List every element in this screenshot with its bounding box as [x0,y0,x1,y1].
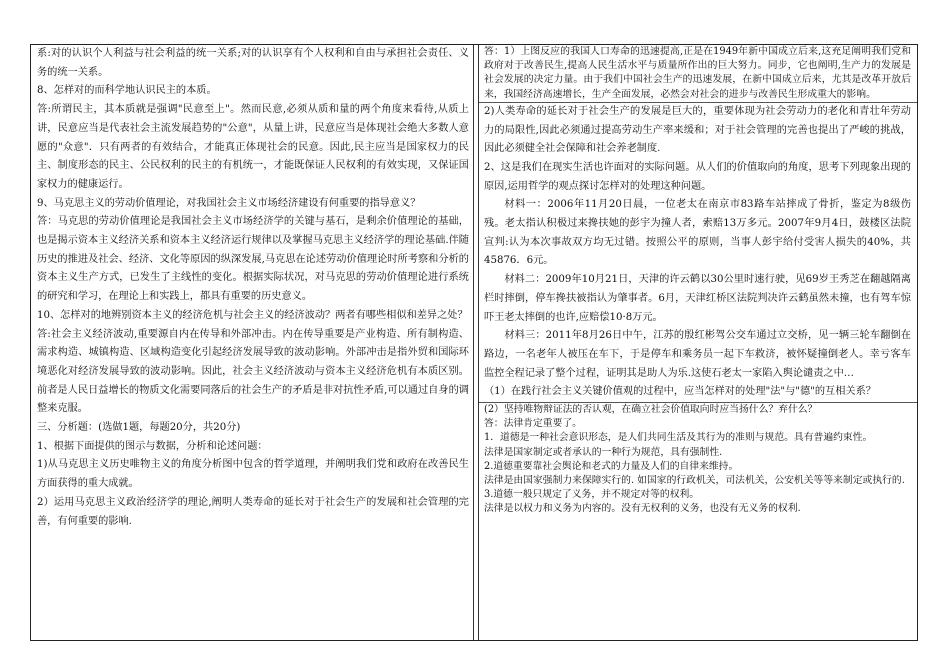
law-morality-answer-block [479,403,917,517]
right-bottom-paragraph-7: 3.道德一般只规定了义务，并不规定对等的权利。 [484,489,700,501]
document-sheet [30,44,918,641]
left-paragraph-4: 9、马克思主义的劳动价值理论，对我国社会主义市场经济建设有何重要的指导意义？ [37,197,421,209]
right-bottom-paragraph-2: 答：法律肯定重要了。 [484,418,582,430]
right-bottom-paragraph-5: 2.道德重要靠社会舆论和老式的力量及人们的自律来维持。 [484,460,739,472]
right-bottom-paragraph-4: 法律是国家制定或者承认的一种行为规范，具有强制性. [484,446,723,458]
answer-block-life-expectancy [479,45,917,102]
right-column [479,45,917,640]
right-bottom-paragraph-8: 法律是以权力和义务为内容的。没有无权利的义务，也没有无义务的权利. [484,503,801,515]
right-bottom-paragraph-6: 法律是由国家强制力来保障实行的. 如国家的行政机关，司法机关，公安机关等等来制定或执行的. [484,475,905,487]
right-paragraph-6: （1）在践行社会主义关键价值观的过程中，应当怎样对的处理"法"与"德"的互相关系？ [484,386,876,398]
right-top-paragraph-1: 答：1）上图反应的我国人口寿命的迅速提高,正是在1949年新中国成立后来,这充足阐明我们党和政府对于改善民生,提高人民生活水平与质量所作出的巨大努力。同步，它也阐明,生产力的发展是社会发展的决定力量。由于我们中国社会生产的迅速发展，在新中国成立后来，尤其是改革开放后来，我国经济高速增长，生产全面发展，必然会对社会的进步与改善民生形成重大的影响。 [484,46,911,100]
right-bottom-paragraph-3: 1．道德是一种社会意识形态，是人们共同生活及其行为的准则与规范。具有普遍约束性。 [484,432,873,444]
left-paragraph-11: 2）运用马克思主义政治经济学的理论,阐明人类寿命的延长对于社会生产的发展和社会管理的完善，有何重要的影响. [37,496,469,527]
left-paragraph-5: 答：马克思的劳动价值理论是我国社会主义市场经济学的关键与基石，是剩余价值理论的基础，也是揭示资本主义经济关系和资本主义经济运行规律以及掌握马克思主义经济学的理论基础.伴随历史的推进及社会、经济、文化等原因的纵深发展,马克思在论述劳动价值理论时所考察和分析的资本主义生产方式，已发生了主线性的变化。根据实际状况，对马克思的劳动价值理论进行系统的研究和学习，在理论上和实践上，都具有重要的历史意义。 [37,216,469,303]
analysis-block [479,103,917,402]
right-paragraph-4: 材料二：2009年10月21日，天津的许云鹤以30公里时速行驶，见69岁王秀芝在翻越隔离栏时摔倒，停车搀扶被指认为肇事者。6月，天津红桥区法院判决许云鹤虽然未撞，也有驾车惊吓王老太摔倒的也许,应赔偿10·8万元。 [484,274,911,323]
right-bottom-paragraph-1: (2）坚持唯物辩证法的否认观，在确立社会价值取向时应当扬什么？弃什么？ [484,404,818,416]
right-paragraph-1: 2)人类寿命的延长对于社会生产的发展是巨大的，重要体现为社会劳动力的老化和青壮年劳动力的局限性,因此必须通过提高劳动生产率来缓和；对于社会管理的完善也提出了严峻的挑战，因此必须健全社会保障和社会养老制度. [484,105,911,155]
left-paragraph-9: 1、根据下面提供的图示与数据，分析和论述问题： [37,440,268,452]
left-paragraph-3: 答:所谓民主，其本质就是强调"民意至上"。然而民意,必须从质和量的两个角度来看待,从质上讲，民意应当是代表社会主流发展趋势的"公意"，从量上讲，民意应当是体现社会绝大多数人意愿的"众意"．只有两者的有效结合，才能真正体现社会的民意。因此,民主应当是国家权力的民主、制度形态的民主、公民权利的民主的有机统一，才能既保证人民权利的有效实现，又保证国家权力的健康运行。 [37,104,469,190]
right-paragraph-2: 2、这是我们在现实生活也许面对的实际问题。从人们的价值取向的角度，思考下列现象出现的原因,运用哲学的观点探讨怎样对的处理这种问题。 [484,161,911,192]
left-paragraph-8: 三、分析题：(选做1题，每题20分，共20分) [37,422,241,434]
right-paragraph-3: 材料一：2006年11月20日晨，一位老太在南京市83路车站摔成了骨折，鉴定为8级伤残。老太指认积极过来搀扶她的彭宇为撞人者，索赔13万多元。2007年9月4日，鼓楼区法院宣判:认为本次事故双方均无过错。按照公平的原则，当事人彭宇给付受害人损失的40%，共45876．6元。 [484,199,911,267]
left-paragraph-7: 答:社会主义经济波动,重要源自内在传导和外部冲击。内在传导重要是产业构造、所有制构造、需求构造、城镇构造、区域构造变化引起经济发展导致的波动影响。外部冲击是指外贸和国际环境恶化对经济发展导致的波动影响。因此，社会主义经济波动与资本主义经济危机有本质区别。前者是人民日益增长的物质文化需要同落后的社会生产的矛盾是非对抗性矛盾,可以通过自身的调整来克服。 [37,328,469,415]
left-paragraph-1: 系:对的认识个人利益与社会利益的统一关系;对的认识享有个人权利和自由与承担社会责任、义务的统一关系。 [37,48,469,78]
right-paragraph-5: 材料三：2011年8月26日中午，江苏的殷红彬驾公交车通过立交桥，见一辆三轮车翻倒在路边，一名老年人被压在车下，于是停车和乘务员一起下车救济，被怀疑撞倒老人。幸亏客车监控全程记录了整个过程，证明其是助人为乐.这使石老太一家陷入舆论谴责之中… [484,330,911,379]
left-paragraph-2: 8、怎样对的而科学地认识民主的本质。 [37,85,217,97]
left-paragraph-6: 10、怎样对的地辨别资本主义的经济危机与社会主义的经济波动？两者有哪些相似和差异之处？ [37,309,468,321]
left-column [31,45,473,640]
left-paragraph-10: 1)从马克思主义历史唯物主义的角度分析图中包含的哲学道理，并阐明我们党和政府在改善民生方面获得的重大成就。 [37,459,469,490]
